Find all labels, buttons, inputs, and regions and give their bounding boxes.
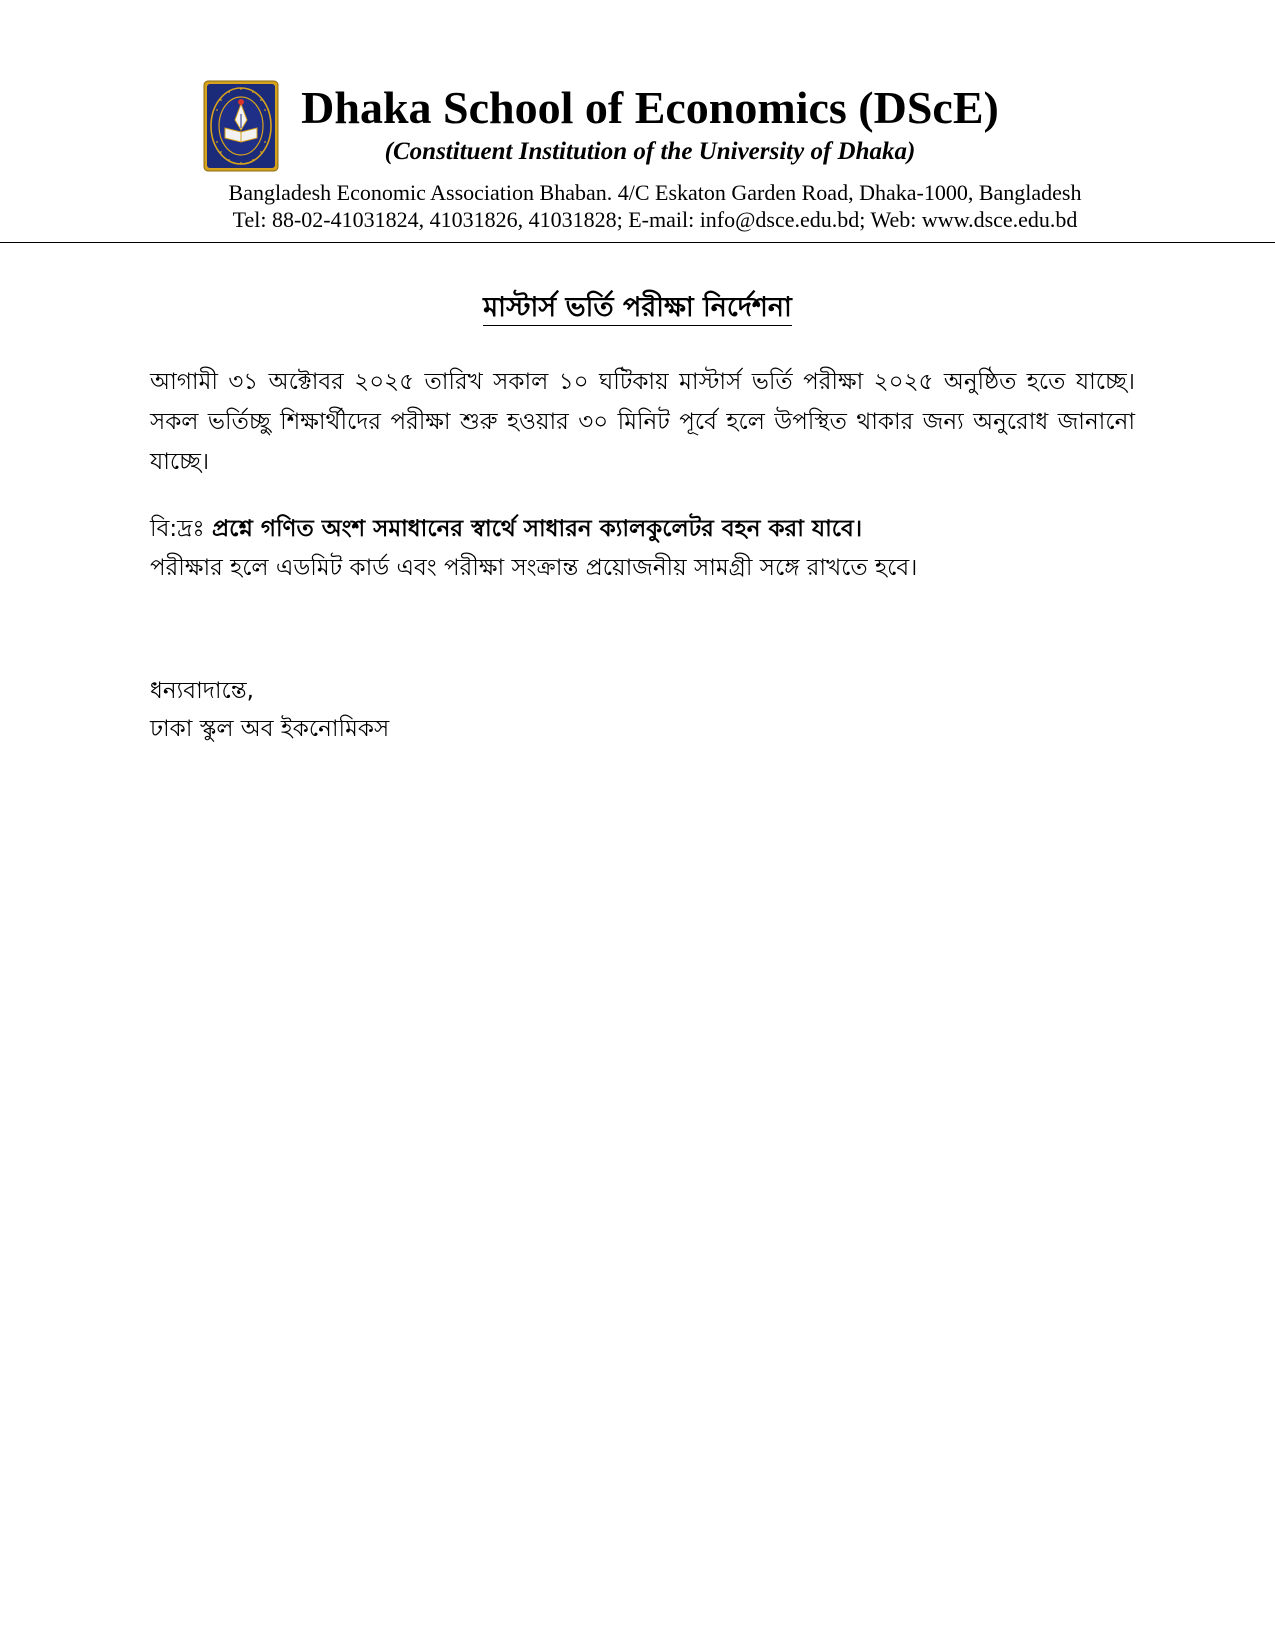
- notice-title-text: মাস্টার্স ভর্তি পরীক্ষা নির্দেশনা: [483, 292, 792, 326]
- note-bold-text: প্রশ্নে গণিত অংশ সমাধানের স্বার্থে সাধারন ক্যালকুলেটর বহন করা যাবে।: [212, 516, 863, 542]
- institution-name: Dhaka School of Economics (DScE): [301, 82, 999, 133]
- institution-address: Bangladesh Economic Association Bhaban. 4/C Eskaton Garden Road, Dhaka-1000, Bangladesh: [228, 180, 1082, 205]
- institution-subtitle: (Constituent Institution of the University of Dhaka): [384, 138, 916, 165]
- closing-line-2: ঢাকা স্কুল অব ইকনোমিকস: [150, 716, 390, 742]
- letterhead: [0, 0, 1275, 245]
- header-divider: [0, 242, 1275, 243]
- institution-contact: Tel: 88-02-41031824, 41031826, 41031828; E-mail: info@dsce.edu.bd; Web: www.dsce.edu.bd: [232, 207, 1078, 232]
- note-line-1: [150, 510, 1135, 549]
- note-prefix: বি:দ্রঃ: [150, 516, 212, 542]
- dsce-seal-logo-icon: [203, 80, 279, 172]
- notice-paragraph-main: আগামী ৩১ অক্টোবর ২০২৫ তারিখ সকাল ১০ ঘটিকায় মাস্টার্স ভর্তি পরীক্ষা ২০২৫ অনুষ্ঠিত হতে যাচ্ছে। সকল ভর্তিচ্ছু শিক্ষার্থীদের পরীক্ষা শুরু হওয়ার ৩০ মিনিট পূর্বে হলে উপস্থিত থাকার জন্য অনুরোধ জানানো যাচ্ছে।: [150, 369, 1135, 475]
- closing-signature: [150, 672, 750, 748]
- closing-line-1: ধন্যবাদান্তে,: [150, 678, 254, 704]
- note-line-2: পরীক্ষার হলে এডমিট কার্ড এবং পরীক্ষা সংক্রান্ত প্রয়োজনীয় সামগ্রী সঙ্গে রাখতে হবে।: [150, 555, 918, 581]
- notice-note: [150, 510, 1135, 588]
- notice-title: [0, 288, 1275, 328]
